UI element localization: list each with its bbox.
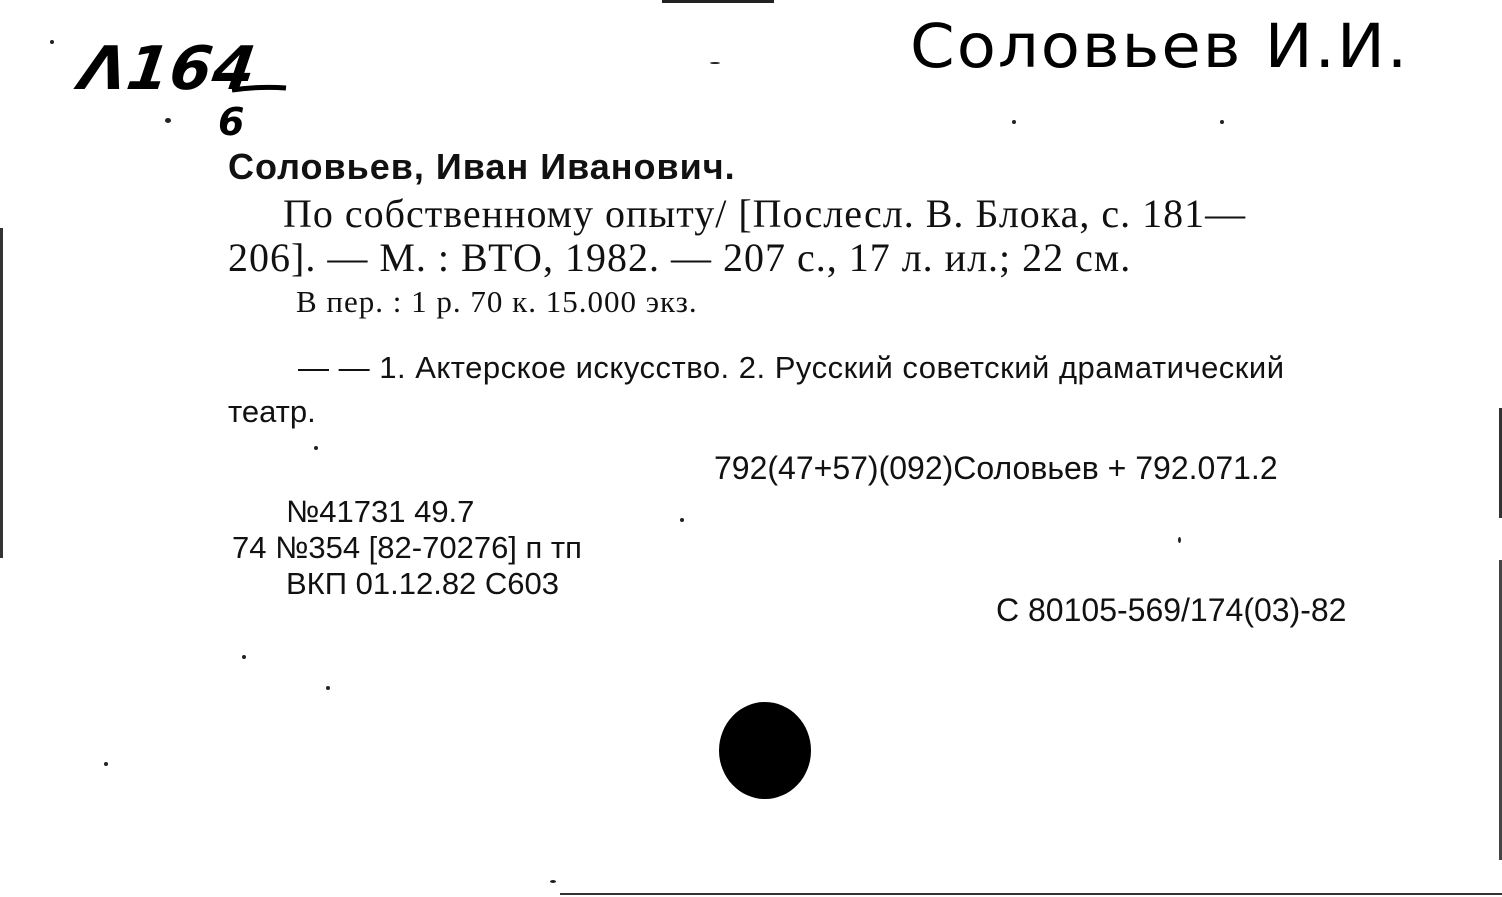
handwritten-dash	[230, 80, 290, 100]
title-line-2: 206]. — М. : ВТО, 1982. — 207 с., 17 л. ил.; 22 см.	[228, 235, 1132, 280]
punch-hole	[719, 702, 811, 799]
catalog-code: С 80105-569/174(03)-82	[996, 592, 1347, 628]
handwritten-shelf-code: Λ164	[75, 34, 261, 104]
registration-number-2: 74 №354 [82-70276] п тп	[232, 530, 582, 565]
speck	[550, 880, 556, 883]
speck	[50, 40, 54, 44]
registration-number-3: ВКП 01.12.82 С603	[286, 566, 560, 601]
speck	[710, 62, 720, 64]
author-heading: Соловьев, Иван Иванович.	[228, 146, 736, 187]
speck	[104, 762, 108, 766]
speck	[1012, 120, 1016, 124]
handwritten-author-name: Соловьев И.И.	[910, 11, 1410, 83]
udc-classification: 792(47+57)(092)Соловьев + 792.071.2	[714, 450, 1278, 486]
handwritten-shelf-sub: 6	[218, 100, 246, 144]
subjects-line-2: театр.	[228, 394, 316, 429]
speck	[314, 446, 318, 450]
price-line: В пер. : 1 р. 70 к. 15.000 экз.	[296, 284, 698, 319]
title-line-1: По собственному опыту/ [Послесл. В. Блока, с. 181—	[283, 191, 1247, 236]
subjects-line-1: — — 1. Актерское искусство. 2. Русский советский драматический	[298, 350, 1285, 385]
registration-number-1: №41731 49.7	[286, 494, 475, 529]
speck	[1178, 537, 1181, 543]
card-left-edge	[0, 228, 3, 558]
speck	[1220, 120, 1224, 124]
speck	[326, 686, 330, 690]
speck	[165, 118, 171, 123]
speck	[680, 518, 684, 522]
card-top-edge	[662, 0, 774, 3]
speck	[242, 655, 246, 659]
card-bottom-edge	[560, 893, 1502, 895]
